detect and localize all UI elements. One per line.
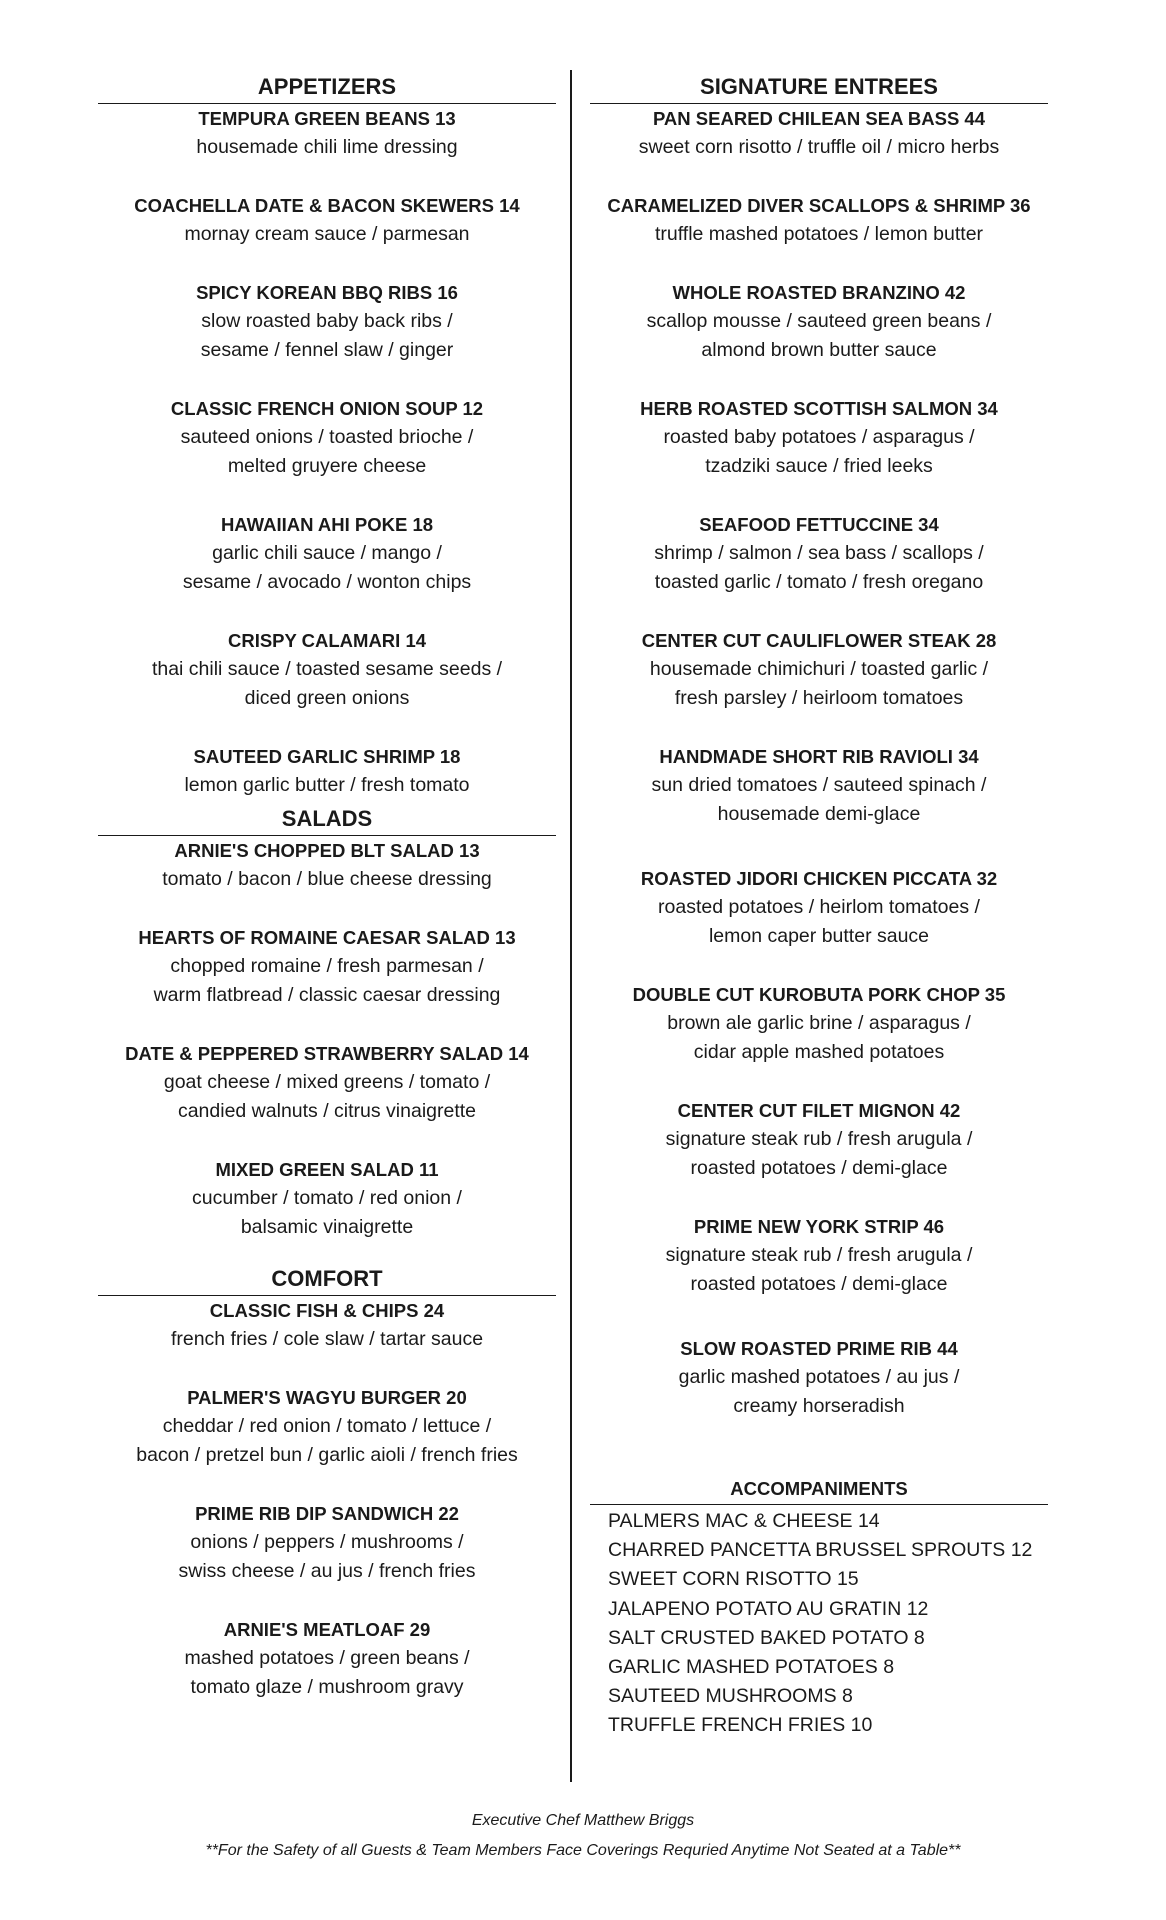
item-name: MIXED GREEN SALAD 11 xyxy=(215,1159,439,1180)
item-name: CENTER CUT FILET MIGNON 42 xyxy=(677,1100,961,1121)
item-name: CENTER CUT CAULIFLOWER STEAK 28 xyxy=(641,630,997,651)
menu-item xyxy=(98,836,556,894)
item-desc: truffle mashed potatoes / lemon butter xyxy=(654,223,984,245)
item-desc: fresh parsley / heirloom tomatoes xyxy=(674,687,964,709)
item-desc: melted gruyere cheese xyxy=(227,455,427,477)
comfort-heading: COMFORT xyxy=(98,1264,556,1296)
item-desc: creamy horseradish xyxy=(733,1395,905,1417)
menu-item xyxy=(98,1039,556,1126)
list-item: PALMERS MAC & CHEESE 14 xyxy=(608,1510,880,1532)
appetizers-heading: APPETIZERS xyxy=(98,72,556,104)
item-name: CLASSIC FISH & CHIPS 24 xyxy=(209,1300,445,1321)
menu-item xyxy=(590,1334,1048,1421)
item-desc: toasted garlic / tomato / fresh oregano xyxy=(654,571,984,593)
item-desc: brown ale garlic brine / asparagus / xyxy=(667,1012,971,1034)
accompaniments-list xyxy=(590,1507,1048,1741)
item-name: PALMER'S WAGYU BURGER 20 xyxy=(187,1387,467,1408)
left-column xyxy=(98,72,556,1702)
menu-item xyxy=(590,104,1048,162)
menu-item xyxy=(98,191,556,249)
menu-item xyxy=(98,510,556,597)
item-name: DATE & PEPPERED STRAWBERRY SALAD 14 xyxy=(125,1043,529,1064)
item-desc: signature steak rub / fresh arugula / xyxy=(665,1128,973,1150)
item-desc: shrimp / salmon / sea bass / scallops / xyxy=(654,542,984,564)
safety-notice: **For the Safety of all Guests & Team Members Face Coverings Requried Anytime Not Seated at a Table** xyxy=(205,1842,961,1859)
menu-item xyxy=(590,742,1048,829)
item-desc: cucumber / tomato / red onion / xyxy=(192,1187,462,1209)
item-desc: tomato / bacon / blue cheese dressing xyxy=(162,868,492,890)
item-desc: sauteed onions / toasted brioche / xyxy=(180,426,474,448)
item-name: ARNIE'S CHOPPED BLT SALAD 13 xyxy=(174,840,480,861)
item-desc: garlic mashed potatoes / au jus / xyxy=(678,1366,960,1388)
item-name: SAUTEED GARLIC SHRIMP 18 xyxy=(193,746,461,767)
item-desc: sweet corn risotto / truffle oil / micro herbs xyxy=(638,136,1000,158)
item-name: CRISPY CALAMARI 14 xyxy=(227,630,427,651)
item-name: PAN SEARED CHILEAN SEA BASS 44 xyxy=(652,108,986,129)
item-desc: roasted potatoes / demi-glace xyxy=(690,1273,948,1295)
item-desc: roasted baby potatoes / asparagus / xyxy=(663,426,975,448)
item-name: SLOW ROASTED PRIME RIB 44 xyxy=(680,1338,958,1359)
item-desc: thai chili sauce / toasted sesame seeds / xyxy=(151,658,503,680)
item-desc: swiss cheese / au jus / french fries xyxy=(178,1560,476,1582)
item-name: HERB ROASTED SCOTTISH SALMON 34 xyxy=(640,398,998,419)
item-name: PRIME NEW YORK STRIP 46 xyxy=(693,1216,945,1237)
executive-chef-credit: Executive Chef Matthew Briggs xyxy=(471,1812,695,1829)
item-desc: sesame / fennel slaw / ginger xyxy=(200,339,454,361)
item-desc: balsamic vinaigrette xyxy=(240,1216,414,1238)
item-desc: scallop mousse / sauteed green beans / xyxy=(646,310,992,332)
accompaniments-heading: ACCOMPANIMENTS xyxy=(590,1475,1048,1505)
item-desc: cidar apple mashed potatoes xyxy=(693,1041,945,1063)
item-desc: chopped romaine / fresh parmesan / xyxy=(170,955,484,977)
item-name: PRIME RIB DIP SANDWICH 22 xyxy=(195,1503,459,1524)
menu-item xyxy=(590,980,1048,1067)
right-column xyxy=(590,72,1048,1741)
list-item: CHARRED PANCETTA BRUSSEL SPROUTS 12 xyxy=(608,1539,1033,1562)
item-desc: roasted potatoes / heirlom tomatoes / xyxy=(658,896,980,918)
item-desc: cheddar / red onion / tomato / lettuce / xyxy=(162,1415,492,1437)
item-name: HANDMADE SHORT RIB RAVIOLI 34 xyxy=(659,746,979,767)
menu-item xyxy=(98,278,556,365)
item-desc: diced green onions xyxy=(244,687,410,709)
column-divider xyxy=(570,70,572,1782)
menu-item xyxy=(590,626,1048,713)
item-desc: warm flatbread / classic caesar dressing xyxy=(153,984,501,1006)
item-desc: garlic chili sauce / mango / xyxy=(212,542,442,564)
item-desc: housemade chimichuri / toasted garlic / xyxy=(649,658,989,680)
menu-item xyxy=(98,104,556,162)
item-desc: slow roasted baby back ribs / xyxy=(201,310,453,332)
item-name: HEARTS OF ROMAINE CAESAR SALAD 13 xyxy=(138,927,516,948)
signature-entrees-heading: SIGNATURE ENTREES xyxy=(590,72,1048,104)
item-name: ROASTED JIDORI CHICKEN PICCATA 32 xyxy=(640,868,998,889)
item-desc: mornay cream sauce / parmesan xyxy=(184,223,470,245)
item-desc: candied walnuts / citrus vinaigrette xyxy=(177,1100,477,1122)
item-desc: lemon caper butter sauce xyxy=(708,925,930,947)
list-item: SAUTEED MUSHROOMS 8 xyxy=(608,1685,853,1708)
item-desc: goat cheese / mixed greens / tomato / xyxy=(163,1071,491,1093)
menu-item xyxy=(98,923,556,1010)
item-name: CARAMELIZED DIVER SCALLOPS & SHRIMP 36 xyxy=(607,195,1031,216)
menu-item xyxy=(98,1155,556,1242)
item-desc: sun dried tomatoes / sauteed spinach / xyxy=(651,774,987,796)
menu-item xyxy=(590,864,1048,951)
list-item: JALAPENO POTATO AU GRATIN 12 xyxy=(608,1597,929,1620)
item-desc: sesame / avocado / wonton chips xyxy=(182,571,472,593)
item-desc: tomato glaze / mushroom gravy xyxy=(190,1676,464,1698)
menu-item xyxy=(590,510,1048,597)
menu-item xyxy=(590,1212,1048,1299)
menu-item xyxy=(98,626,556,713)
item-desc: tzadziki sauce / fried leeks xyxy=(705,455,933,477)
menu-item xyxy=(590,278,1048,365)
item-desc: onions / peppers / mushrooms / xyxy=(190,1531,464,1553)
item-name: COACHELLA DATE & BACON SKEWERS 14 xyxy=(134,195,520,216)
menu-item xyxy=(98,1383,556,1470)
menu-item xyxy=(590,191,1048,249)
item-name: ARNIE'S MEATLOAF 29 xyxy=(223,1619,431,1640)
item-name: WHOLE ROASTED BRANZINO 42 xyxy=(672,282,966,303)
item-desc: bacon / pretzel bun / garlic aioli / french fries xyxy=(136,1444,518,1466)
menu-item xyxy=(98,1499,556,1586)
item-desc: almond brown butter sauce xyxy=(701,339,937,361)
menu-item xyxy=(590,1096,1048,1183)
item-desc: signature steak rub / fresh arugula / xyxy=(665,1244,973,1266)
salads-heading: SALADS xyxy=(98,804,556,836)
menu-item xyxy=(98,1296,556,1354)
item-desc: housemade chili lime dressing xyxy=(196,136,458,158)
menu-item xyxy=(98,1615,556,1702)
menu-item xyxy=(590,394,1048,481)
item-name: DOUBLE CUT KUROBUTA PORK CHOP 35 xyxy=(632,984,1006,1005)
item-name: TEMPURA GREEN BEANS 13 xyxy=(198,108,456,129)
item-desc: roasted potatoes / demi-glace xyxy=(690,1157,948,1179)
item-name: SEAFOOD FETTUCCINE 34 xyxy=(699,514,939,535)
item-name: HAWAIIAN AHI POKE 18 xyxy=(220,514,434,535)
item-desc: lemon garlic butter / fresh tomato xyxy=(184,774,470,796)
list-item: GARLIC MASHED POTATOES 8 xyxy=(608,1656,895,1679)
list-item: SWEET CORN RISOTTO 15 xyxy=(608,1568,859,1591)
list-item: TRUFFLE FRENCH FRIES 10 xyxy=(608,1714,873,1737)
list-item: SALT CRUSTED BAKED POTATO 8 xyxy=(608,1626,925,1649)
menu-item xyxy=(98,394,556,481)
item-desc: housemade demi-glace xyxy=(717,803,921,825)
item-desc: french fries / cole slaw / tartar sauce xyxy=(170,1328,484,1350)
item-desc: mashed potatoes / green beans / xyxy=(184,1647,470,1669)
item-name: CLASSIC FRENCH ONION SOUP 12 xyxy=(170,398,484,419)
menu-item xyxy=(98,742,556,800)
item-name: SPICY KOREAN BBQ RIBS 16 xyxy=(196,282,458,303)
